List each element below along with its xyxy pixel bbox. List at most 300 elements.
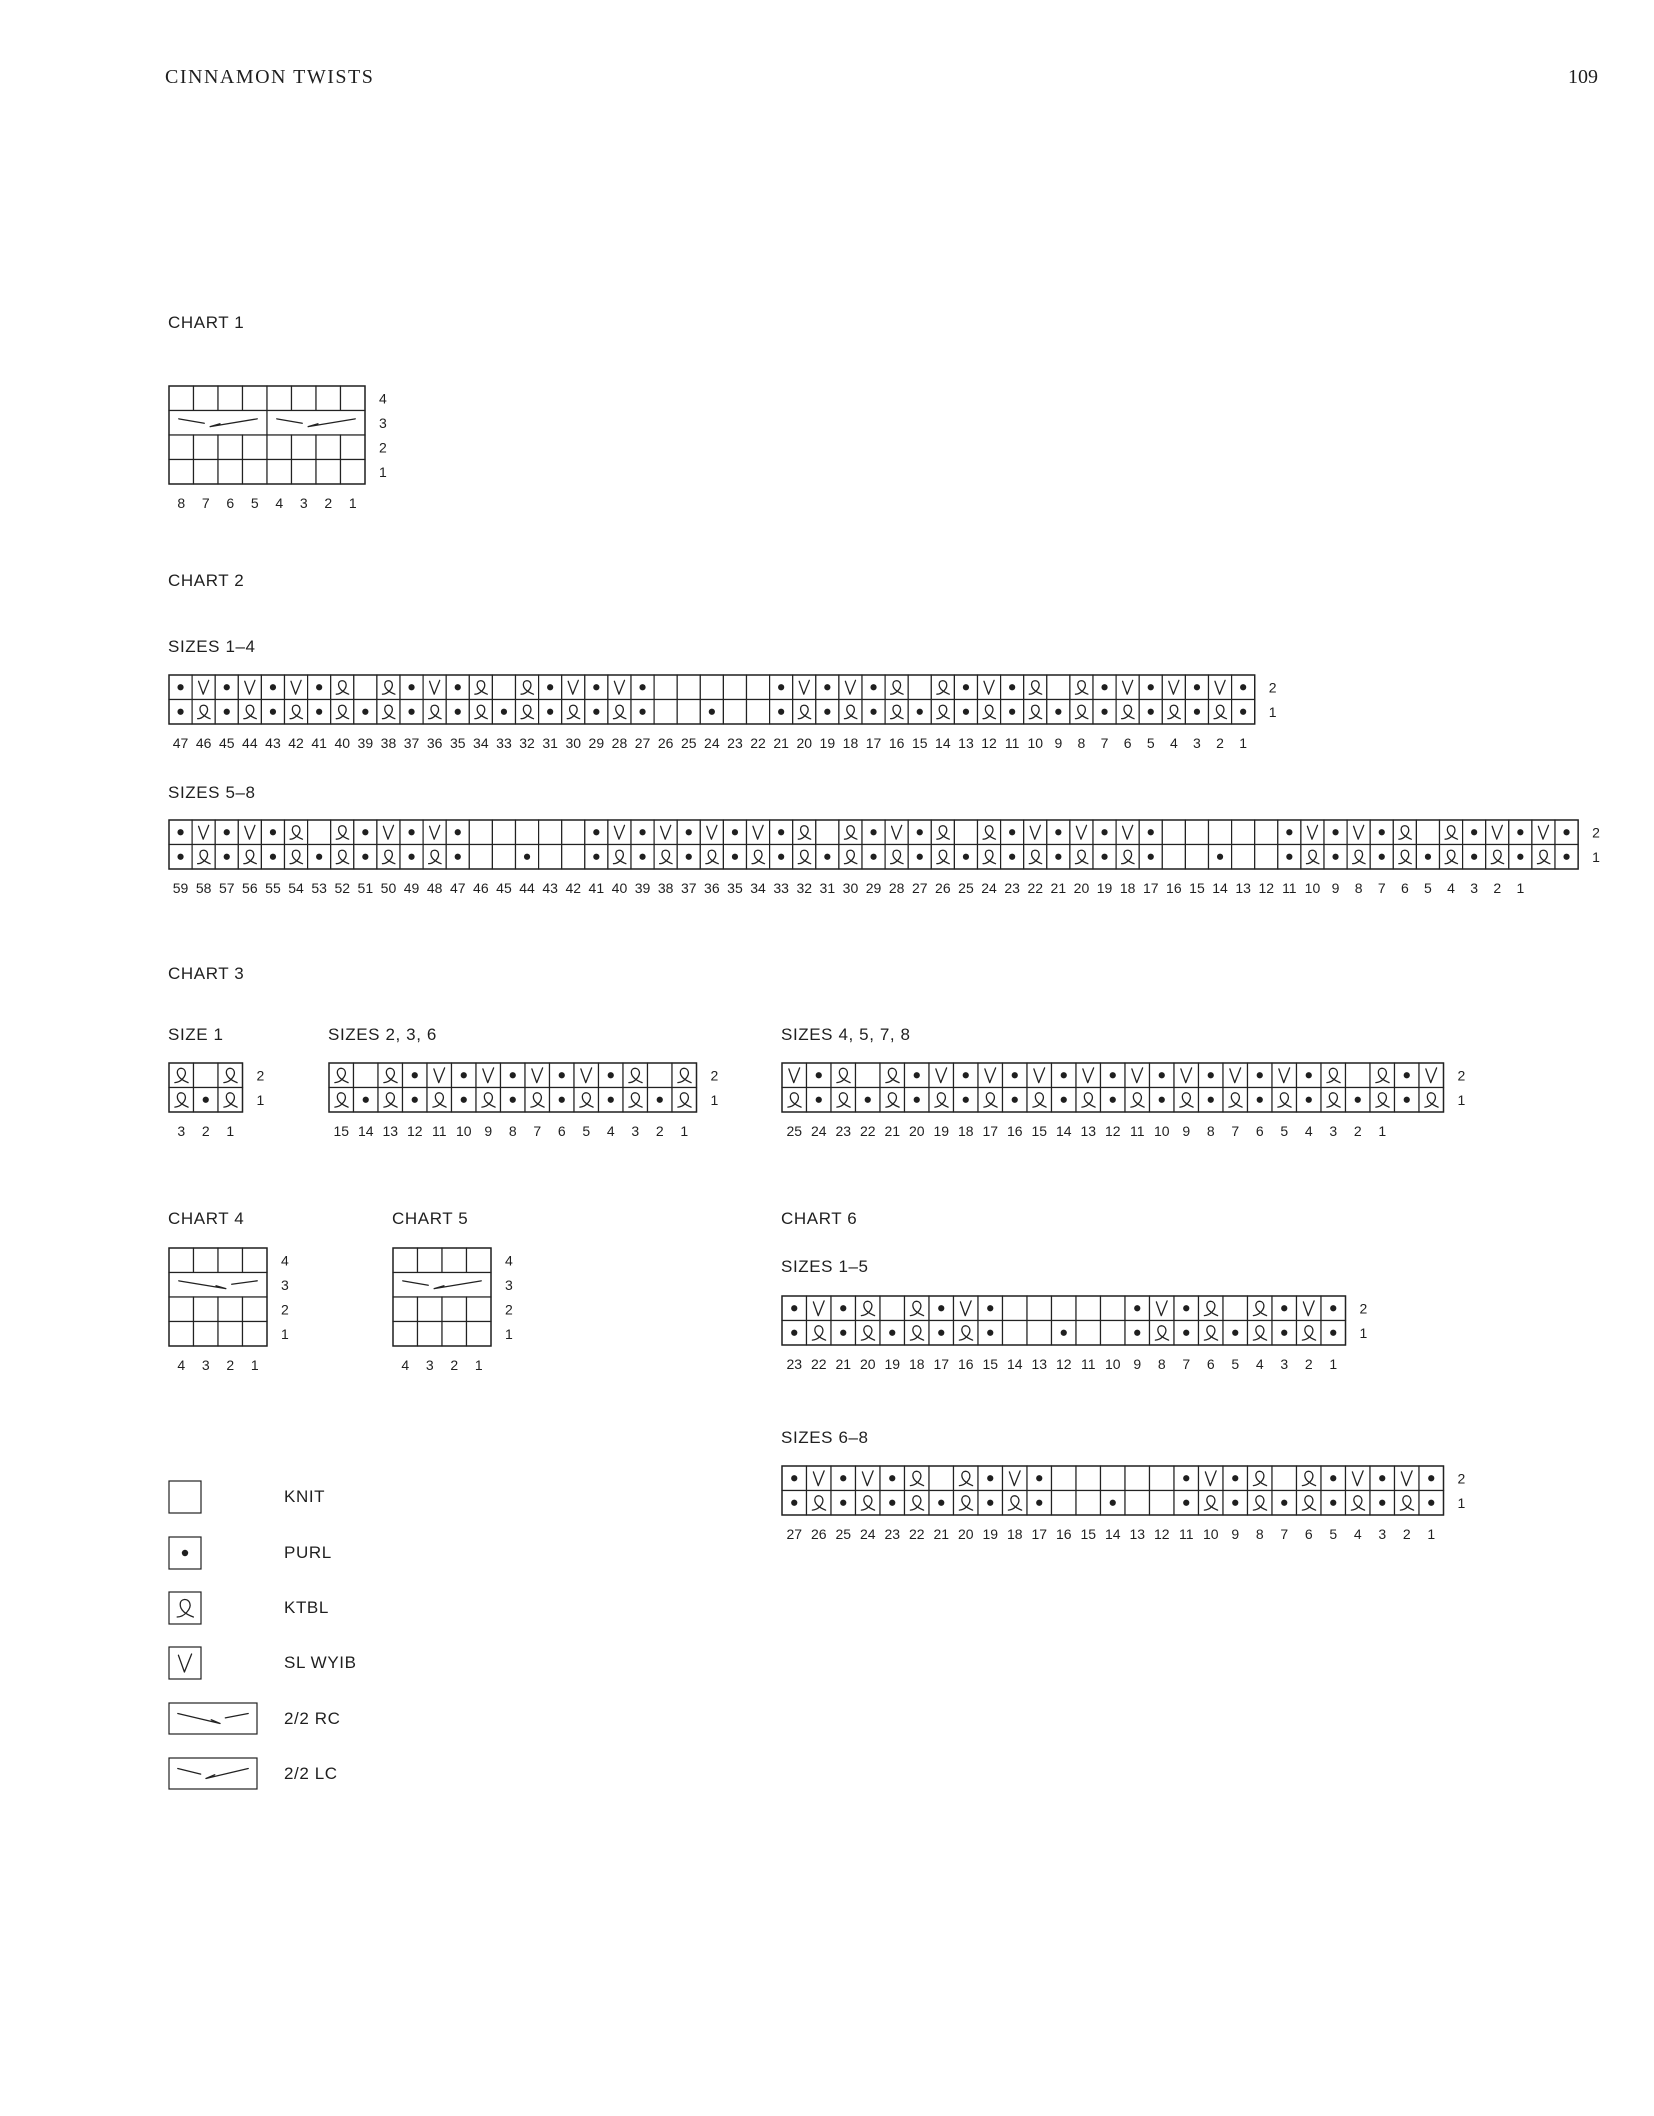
column-number: 7 bbox=[201, 495, 210, 511]
column-number: 4 bbox=[1353, 1526, 1362, 1542]
purl-icon bbox=[455, 684, 461, 690]
stitch-cell bbox=[1162, 820, 1185, 845]
stitch-cell bbox=[1395, 1491, 1420, 1516]
column-number: 11 bbox=[1282, 880, 1297, 896]
legend-item-2-2-rc bbox=[168, 1702, 568, 1736]
purl-icon bbox=[1183, 1475, 1189, 1481]
purl-icon bbox=[408, 854, 414, 860]
stitch-cell bbox=[467, 1248, 492, 1273]
purl-icon bbox=[182, 1550, 188, 1556]
column-number: 1 bbox=[250, 1357, 259, 1373]
chart-3-sizes-2-3-6-grid bbox=[328, 1062, 736, 1145]
purl-icon bbox=[461, 1097, 467, 1103]
column-number: 45 bbox=[496, 880, 512, 896]
column-number: 8 bbox=[1255, 1526, 1264, 1542]
column-number: 13 bbox=[1080, 1123, 1097, 1139]
purl-icon bbox=[732, 829, 738, 835]
stitch-cell bbox=[905, 1321, 930, 1346]
column-number: 47 bbox=[172, 735, 189, 751]
purl-icon bbox=[316, 684, 322, 690]
stitch-cell bbox=[423, 845, 446, 870]
column-number: 1 bbox=[348, 495, 357, 511]
column-number: 23 bbox=[727, 735, 743, 751]
purl-icon bbox=[840, 1500, 846, 1506]
stitch-cell bbox=[194, 386, 219, 411]
column-number: 15 bbox=[1189, 880, 1205, 896]
stitch-cell bbox=[885, 700, 908, 725]
stitch-cell bbox=[654, 700, 677, 725]
stitch-cell bbox=[1199, 1491, 1224, 1516]
stitch-cell bbox=[285, 845, 308, 870]
stitch-cell bbox=[1101, 1466, 1126, 1491]
purl-icon bbox=[177, 684, 183, 690]
stitch-cell bbox=[856, 1321, 881, 1346]
column-number: 10 bbox=[1153, 1123, 1170, 1139]
stitch-cell bbox=[931, 700, 954, 725]
stitch-cell bbox=[978, 700, 1001, 725]
stitch-cell bbox=[1101, 1296, 1126, 1321]
purl-icon bbox=[1009, 709, 1015, 715]
stitch-cell bbox=[1255, 845, 1278, 870]
stitch-cell bbox=[807, 1466, 832, 1491]
column-number: 21 bbox=[1050, 880, 1067, 896]
purl-icon bbox=[778, 684, 784, 690]
stitch-cell bbox=[1486, 820, 1509, 845]
column-number: 7 bbox=[1377, 880, 1386, 896]
column-number: 14 bbox=[1055, 1123, 1072, 1139]
purl-icon bbox=[1379, 1500, 1385, 1506]
purl-icon bbox=[870, 829, 876, 835]
stitch-cell bbox=[393, 1248, 418, 1273]
column-number: 11 bbox=[431, 1123, 447, 1139]
stitch-cell bbox=[793, 675, 816, 700]
column-number: 21 bbox=[933, 1526, 950, 1542]
purl-icon bbox=[639, 829, 645, 835]
column-number: 24 bbox=[704, 735, 720, 751]
stitch-cell bbox=[1272, 1466, 1297, 1491]
row-number: 1 bbox=[1592, 848, 1600, 865]
stitch-cell bbox=[929, 1088, 954, 1113]
column-number: 27 bbox=[786, 1526, 803, 1542]
purl-icon bbox=[224, 854, 230, 860]
stitch-cell bbox=[1003, 1296, 1028, 1321]
chart-3-size-1-grid bbox=[168, 1062, 282, 1145]
row-number: 3 bbox=[505, 1276, 513, 1293]
purl-icon bbox=[1563, 829, 1569, 835]
cable-cell bbox=[169, 411, 267, 436]
column-number: 5 bbox=[1146, 735, 1155, 751]
stitch-cell bbox=[469, 675, 492, 700]
purl-icon bbox=[1217, 854, 1223, 860]
column-number: 4 bbox=[177, 1357, 186, 1373]
stitch-cell bbox=[1370, 1063, 1395, 1088]
stitch-cell bbox=[931, 820, 954, 845]
purl-icon bbox=[1036, 1475, 1042, 1481]
stitch-cell bbox=[243, 435, 268, 460]
stitch-cell bbox=[418, 1248, 443, 1273]
column-number: 24 bbox=[810, 1123, 827, 1139]
stitch-cell bbox=[169, 435, 194, 460]
column-number: 38 bbox=[657, 880, 674, 896]
stitch-cell bbox=[331, 845, 354, 870]
column-number: 15 bbox=[333, 1123, 350, 1139]
stitch-cell bbox=[654, 845, 677, 870]
stitch-cell bbox=[192, 820, 215, 845]
purl-icon bbox=[709, 709, 715, 715]
column-number: 49 bbox=[403, 880, 420, 896]
chart-1-title: CHART 1 bbox=[168, 313, 245, 332]
purl-icon bbox=[917, 709, 923, 715]
purl-icon bbox=[1055, 829, 1061, 835]
column-number: 43 bbox=[542, 880, 558, 896]
stitch-cell bbox=[1321, 1063, 1346, 1088]
column-number: 8 bbox=[177, 495, 186, 511]
column-number: 4 bbox=[1169, 735, 1178, 751]
column-number: 3 bbox=[177, 1123, 186, 1139]
stitch-cell bbox=[747, 845, 770, 870]
chart-5-grid-block bbox=[392, 1247, 530, 1379]
stitch-cell bbox=[516, 675, 539, 700]
column-number: 37 bbox=[403, 735, 420, 751]
stitch-cell bbox=[931, 675, 954, 700]
stitch-cell bbox=[1419, 1063, 1444, 1088]
stitch-cell bbox=[700, 845, 723, 870]
stitch-cell bbox=[1297, 1296, 1322, 1321]
right-cross-cable-icon bbox=[168, 1702, 268, 1736]
stitch-cell bbox=[978, 820, 1001, 845]
purl-icon bbox=[1101, 854, 1107, 860]
stitch-cell bbox=[218, 1088, 243, 1113]
stitch-cell bbox=[1024, 675, 1047, 700]
stitch-cell bbox=[1395, 1466, 1420, 1491]
column-number: 57 bbox=[218, 880, 235, 896]
row-number: 1 bbox=[256, 1091, 265, 1108]
purl-icon bbox=[593, 684, 599, 690]
column-number: 26 bbox=[810, 1526, 827, 1542]
stitch-cell bbox=[856, 1063, 881, 1088]
purl-icon bbox=[1061, 1330, 1067, 1336]
purl-icon bbox=[816, 1097, 822, 1103]
column-number: 13 bbox=[1235, 880, 1251, 896]
column-number: 11 bbox=[1004, 735, 1020, 751]
stitch-cell bbox=[1003, 1466, 1028, 1491]
column-number: 2 bbox=[226, 1357, 235, 1373]
stitch-cell bbox=[238, 820, 261, 845]
stitch-cell bbox=[1209, 700, 1232, 725]
column-number: 6 bbox=[557, 1123, 566, 1139]
stitch-cell bbox=[654, 675, 677, 700]
stitch-cell bbox=[1301, 820, 1324, 845]
chart-2-sizes-1-4-label: SIZES 1–4 bbox=[168, 637, 256, 656]
purl-icon bbox=[270, 684, 276, 690]
stitch-cell bbox=[1346, 1491, 1371, 1516]
column-number: 42 bbox=[288, 735, 304, 751]
stitch-cell bbox=[1070, 700, 1093, 725]
stitch-cell bbox=[267, 386, 292, 411]
purl-icon bbox=[177, 709, 183, 715]
stitch-cell bbox=[1047, 675, 1070, 700]
column-number: 5 bbox=[582, 1123, 591, 1139]
stitch-cell bbox=[316, 386, 341, 411]
purl-icon bbox=[559, 1097, 565, 1103]
purl-icon bbox=[547, 709, 553, 715]
purl-icon bbox=[938, 1305, 944, 1311]
stitch-cell bbox=[331, 675, 354, 700]
column-number: 23 bbox=[786, 1356, 803, 1372]
stitch-cell bbox=[793, 820, 816, 845]
page-header bbox=[165, 66, 1598, 96]
stitch-cell bbox=[1052, 1491, 1077, 1516]
legend-item-purl bbox=[168, 1536, 568, 1570]
stitch-cell bbox=[1070, 820, 1093, 845]
chart-6-sizes-6-8-grid bbox=[781, 1465, 1483, 1548]
column-number: 9 bbox=[1231, 1526, 1240, 1542]
column-number: 59 bbox=[172, 880, 189, 896]
stitch-cell bbox=[747, 700, 770, 725]
stitch-cell bbox=[285, 675, 308, 700]
column-number: 10 bbox=[455, 1123, 472, 1139]
stitch-cell bbox=[1003, 1491, 1028, 1516]
column-number: 5 bbox=[1424, 880, 1432, 896]
stitch-cell bbox=[169, 386, 194, 411]
stitch-cell bbox=[1416, 820, 1439, 845]
legend-swatch bbox=[169, 1703, 257, 1734]
legend-label-purl: PURL bbox=[284, 1543, 332, 1562]
purl-icon bbox=[1134, 1330, 1140, 1336]
stitch-cell bbox=[793, 845, 816, 870]
stitch-cell bbox=[608, 700, 631, 725]
purl-icon bbox=[889, 1330, 895, 1336]
stitch-cell bbox=[1052, 1296, 1077, 1321]
stitch-cell bbox=[243, 1322, 268, 1347]
column-number: 38 bbox=[380, 735, 397, 751]
stitch-cell bbox=[476, 1088, 501, 1113]
stitch-cell bbox=[1486, 845, 1509, 870]
stitch-cell bbox=[378, 1088, 403, 1113]
purl-icon bbox=[1428, 1500, 1434, 1506]
column-number: 27 bbox=[911, 880, 928, 896]
stitch-cell bbox=[978, 845, 1001, 870]
purl-icon bbox=[559, 1072, 565, 1078]
column-number: 13 bbox=[382, 1123, 399, 1139]
column-number: 41 bbox=[311, 735, 327, 751]
stitch-cell bbox=[1393, 820, 1416, 845]
purl-icon bbox=[840, 1330, 846, 1336]
stitch-cell bbox=[677, 675, 700, 700]
stitch-cell bbox=[238, 845, 261, 870]
column-number: 10 bbox=[1202, 1526, 1219, 1542]
column-number: 20 bbox=[908, 1123, 925, 1139]
purl-icon bbox=[686, 854, 692, 860]
column-number: 3 bbox=[1470, 880, 1479, 896]
stitch-cell bbox=[885, 675, 908, 700]
stitch-cell bbox=[954, 820, 977, 845]
column-number: 8 bbox=[508, 1123, 517, 1139]
column-number: 20 bbox=[1073, 880, 1090, 896]
stitch-cell bbox=[954, 1491, 979, 1516]
row-number: 3 bbox=[281, 1276, 289, 1293]
stitch-cell bbox=[194, 1063, 219, 1088]
column-number: 9 bbox=[1054, 735, 1063, 751]
stitch-cell bbox=[1440, 820, 1463, 845]
row-number: 2 bbox=[256, 1067, 265, 1084]
purl-icon bbox=[1194, 684, 1200, 690]
column-number: 42 bbox=[565, 880, 582, 896]
stitch-cell bbox=[839, 820, 862, 845]
stitch-cell bbox=[1162, 700, 1185, 725]
stitch-cell bbox=[377, 675, 400, 700]
stitch-cell bbox=[1027, 1296, 1052, 1321]
column-number: 3 bbox=[1193, 735, 1201, 751]
chart-2-sizes-5-8-grid bbox=[168, 819, 1618, 902]
purl-icon bbox=[270, 709, 276, 715]
legend-swatch bbox=[169, 1481, 201, 1513]
column-number: 3 bbox=[299, 495, 308, 511]
purl-icon bbox=[1110, 1072, 1116, 1078]
purl-icon bbox=[639, 709, 645, 715]
column-number: 9 bbox=[484, 1123, 493, 1139]
stitch-cell bbox=[516, 820, 539, 845]
column-number: 19 bbox=[982, 1526, 999, 1542]
column-number: 14 bbox=[1212, 880, 1228, 896]
column-number: 2 bbox=[450, 1357, 459, 1373]
column-number: 56 bbox=[242, 880, 258, 896]
column-number: 3 bbox=[1329, 1123, 1338, 1139]
stitch-cell bbox=[341, 386, 366, 411]
column-number: 12 bbox=[1104, 1123, 1121, 1139]
stitch-cell bbox=[1076, 1063, 1101, 1088]
stitch-cell bbox=[492, 845, 515, 870]
stitch-cell bbox=[1232, 820, 1255, 845]
purl-icon bbox=[639, 854, 645, 860]
purl-icon bbox=[824, 854, 830, 860]
stitch-cell bbox=[218, 1322, 243, 1347]
column-number: 1 bbox=[1329, 1356, 1338, 1372]
chart-4-grid bbox=[168, 1247, 306, 1379]
purl-icon bbox=[963, 1097, 969, 1103]
stitch-cell bbox=[1076, 1491, 1101, 1516]
column-number: 20 bbox=[957, 1526, 974, 1542]
stitch-cell bbox=[905, 1296, 930, 1321]
purl-icon bbox=[865, 1097, 871, 1103]
stitch-cell bbox=[1027, 1321, 1052, 1346]
purl-icon bbox=[455, 709, 461, 715]
purl-icon bbox=[840, 1475, 846, 1481]
stitch-cell bbox=[782, 1088, 807, 1113]
row-number: 1 bbox=[1359, 1324, 1368, 1341]
column-number: 9 bbox=[1182, 1123, 1191, 1139]
legend-label-2-2-lc: 2/2 LC bbox=[284, 1764, 338, 1783]
stitch-cell bbox=[238, 675, 261, 700]
purl-icon bbox=[1379, 1475, 1385, 1481]
stitch-cell bbox=[218, 435, 243, 460]
stitch-cell bbox=[905, 1491, 930, 1516]
left-cross-cable-icon bbox=[168, 1757, 268, 1791]
stitch-cell bbox=[1347, 820, 1370, 845]
stitch-cell bbox=[880, 1088, 905, 1113]
stitch-cell bbox=[1419, 1088, 1444, 1113]
stitch-cell bbox=[623, 1063, 648, 1088]
column-number: 10 bbox=[1104, 1356, 1121, 1372]
column-number: 21 bbox=[884, 1123, 901, 1139]
column-number: 11 bbox=[1129, 1123, 1145, 1139]
purl-icon bbox=[455, 854, 461, 860]
purl-icon bbox=[1009, 684, 1015, 690]
chart-3-sizes-2-3-6-label: SIZES 2, 3, 6 bbox=[328, 1025, 437, 1044]
stitch-cell bbox=[316, 460, 341, 485]
column-number: 8 bbox=[1077, 735, 1086, 751]
column-number: 4 bbox=[401, 1357, 410, 1373]
stitch-cell bbox=[243, 386, 268, 411]
stitch-cell bbox=[525, 1088, 550, 1113]
purl-icon bbox=[1471, 829, 1477, 835]
stitch-cell bbox=[608, 675, 631, 700]
cable-cell bbox=[169, 1273, 267, 1298]
column-number: 22 bbox=[810, 1356, 827, 1372]
chart-5-title: CHART 5 bbox=[392, 1209, 469, 1228]
stitch-cell bbox=[1076, 1088, 1101, 1113]
stitch-cell bbox=[243, 1248, 268, 1273]
stitch-cell bbox=[169, 1063, 194, 1088]
column-number: 53 bbox=[311, 880, 327, 896]
purl-icon bbox=[686, 829, 692, 835]
column-number: 18 bbox=[842, 735, 859, 751]
chart-3-sizes-4-5-7-8-grid bbox=[781, 1062, 1483, 1145]
stitch-cell bbox=[885, 845, 908, 870]
row-number: 2 bbox=[1592, 824, 1600, 841]
purl-icon bbox=[657, 1097, 663, 1103]
column-number: 25 bbox=[835, 1526, 852, 1542]
column-number: 27 bbox=[634, 735, 651, 751]
purl-icon bbox=[778, 709, 784, 715]
column-number: 13 bbox=[1031, 1356, 1048, 1372]
stitch-cell bbox=[218, 1297, 243, 1322]
stitch-cell bbox=[377, 820, 400, 845]
stitch-cell bbox=[831, 1088, 856, 1113]
stitch-cell bbox=[285, 700, 308, 725]
purl-icon bbox=[1286, 854, 1292, 860]
column-number: 8 bbox=[1206, 1123, 1215, 1139]
stitch-cell bbox=[1185, 845, 1208, 870]
column-number: 7 bbox=[1231, 1123, 1240, 1139]
column-number: 1 bbox=[1378, 1123, 1387, 1139]
stitch-cell bbox=[1116, 820, 1139, 845]
purl-icon bbox=[1428, 1475, 1434, 1481]
purl-icon bbox=[1134, 1305, 1140, 1311]
column-number: 47 bbox=[449, 880, 466, 896]
column-number: 43 bbox=[265, 735, 281, 751]
stitch-cell bbox=[1272, 1088, 1297, 1113]
purl-icon bbox=[732, 854, 738, 860]
cable-cell bbox=[393, 1273, 491, 1298]
stitch-cell bbox=[807, 1491, 832, 1516]
stitch-cell bbox=[1301, 845, 1324, 870]
column-number: 20 bbox=[796, 735, 813, 751]
column-number: 8 bbox=[1157, 1356, 1166, 1372]
column-number: 12 bbox=[406, 1123, 423, 1139]
column-number: 4 bbox=[275, 495, 284, 511]
purl-icon bbox=[1281, 1500, 1287, 1506]
column-number: 10 bbox=[1304, 880, 1321, 896]
stitch-cell bbox=[1272, 1063, 1297, 1088]
stitch-cell bbox=[793, 700, 816, 725]
stitch-cell bbox=[469, 845, 492, 870]
column-number: 4 bbox=[1255, 1356, 1264, 1372]
column-number: 14 bbox=[1104, 1526, 1121, 1542]
stitch-cell bbox=[1370, 1088, 1395, 1113]
stitch-cell bbox=[1532, 845, 1555, 870]
chart-6-title: CHART 6 bbox=[781, 1209, 858, 1228]
